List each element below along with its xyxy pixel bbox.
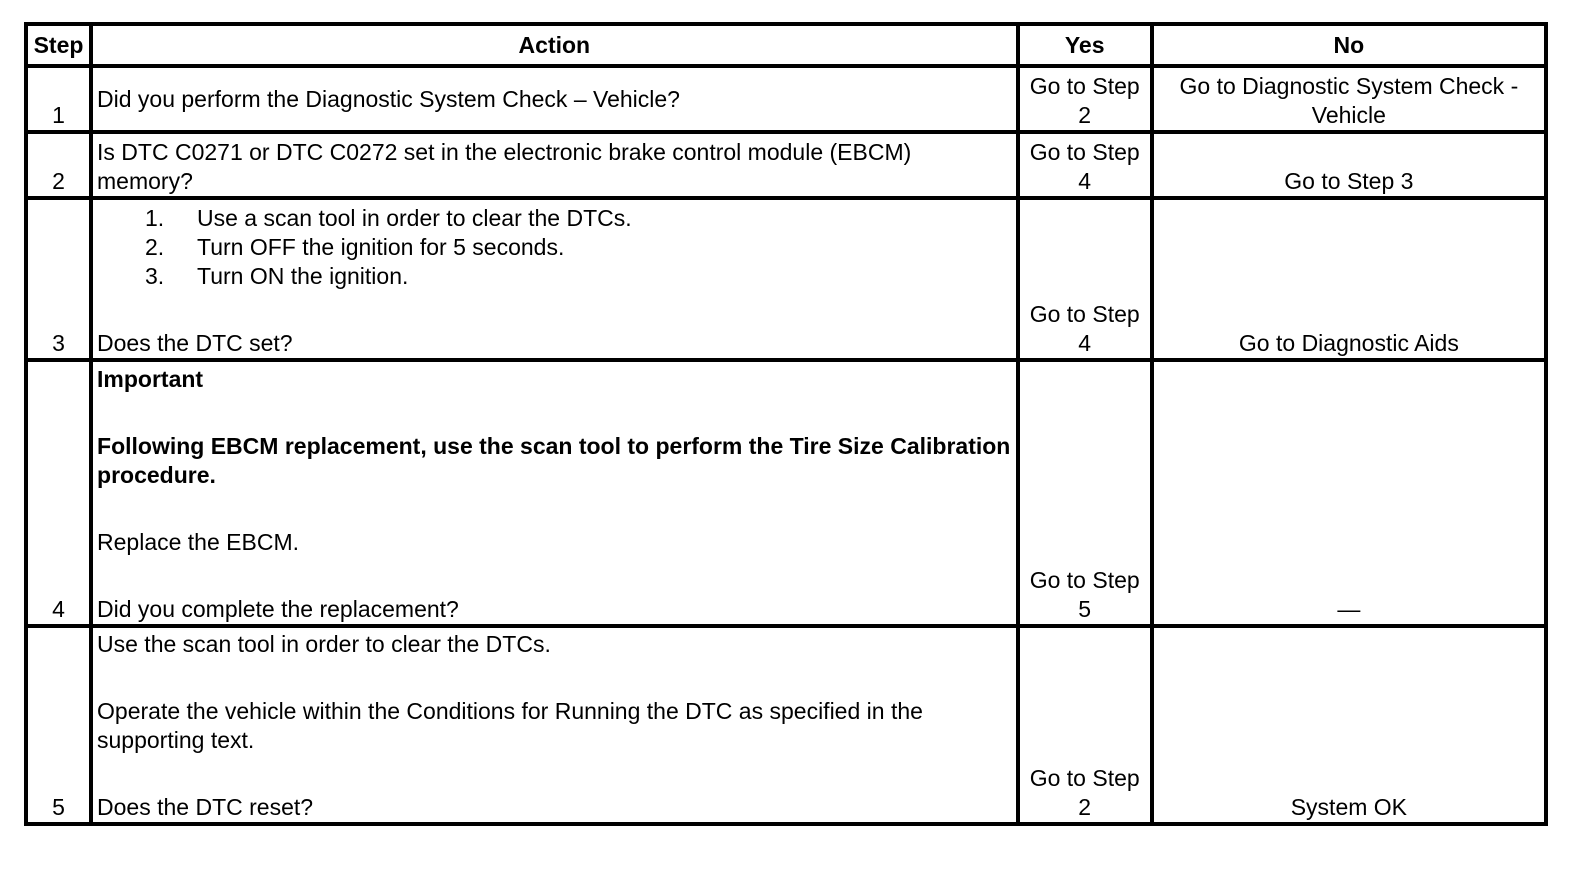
table-row xyxy=(26,66,1546,132)
no-outcome: Go to Diagnostic Aids xyxy=(1152,198,1546,360)
no-outcome: System OK xyxy=(1152,626,1546,824)
yes-outcome: Go to Step 4 xyxy=(1018,132,1152,198)
action-text: Is DTC C0271 or DTC C0272 set in the electronic brake control module (EBCM) memory? xyxy=(91,132,1018,198)
substep-number: 2. xyxy=(145,234,165,260)
yes-outcome: Go to Step 5 xyxy=(1018,360,1152,626)
list-item xyxy=(97,262,1012,291)
header-row xyxy=(26,24,1546,66)
step-number: 3 xyxy=(26,198,91,360)
action-cell xyxy=(91,198,1018,360)
yes-outcome: Go to Step 2 xyxy=(1018,626,1152,824)
substep-list xyxy=(97,204,1012,291)
question-text: Does the DTC set? xyxy=(97,330,293,356)
yes-outcome: Go to Step 4 xyxy=(1018,198,1152,360)
substep-text: Turn OFF the ignition for 5 seconds. xyxy=(197,234,565,260)
substep-text: Turn ON the ignition. xyxy=(197,263,409,289)
important-label: Important xyxy=(97,366,204,392)
table-row xyxy=(26,132,1546,198)
substep-number: 1. xyxy=(145,205,165,231)
table-row xyxy=(26,626,1546,824)
substep-text: Use a scan tool in order to clear the DTCs. xyxy=(197,205,632,231)
table-row xyxy=(26,360,1546,626)
no-outcome: Go to Step 3 xyxy=(1152,132,1546,198)
instruction-text: Operate the vehicle within the Conditions for Running the DTC as specified in the supporting text. xyxy=(97,698,923,753)
step-number: 4 xyxy=(26,360,91,626)
step-number: 1 xyxy=(26,66,91,132)
instruction-text: Replace the EBCM. xyxy=(97,529,299,555)
header-no: No xyxy=(1152,24,1546,66)
list-item xyxy=(97,233,1012,262)
no-outcome: — xyxy=(1152,360,1546,626)
yes-outcome: Go to Step 2 xyxy=(1018,66,1152,132)
important-note: Following EBCM replacement, use the scan tool to perform the Tire Size Calibration procedure. xyxy=(97,433,1011,488)
header-step: Step xyxy=(26,24,91,66)
question-text: Did you complete the replacement? xyxy=(97,596,459,622)
list-item xyxy=(97,204,1012,233)
question-text: Does the DTC reset? xyxy=(97,794,314,820)
no-outcome: Go to Diagnostic System Check - Vehicle xyxy=(1152,66,1546,132)
action-cell xyxy=(91,626,1018,824)
step-number: 2 xyxy=(26,132,91,198)
action-cell xyxy=(91,360,1018,626)
substep-number: 3. xyxy=(145,263,165,289)
header-action: Action xyxy=(91,24,1018,66)
instruction-text: Use the scan tool in order to clear the DTCs. xyxy=(97,631,551,657)
header-yes: Yes xyxy=(1018,24,1152,66)
action-text: Did you perform the Diagnostic System Check – Vehicle? xyxy=(91,66,1018,132)
diagnostic-table xyxy=(24,22,1548,826)
step-number: 5 xyxy=(26,626,91,824)
table-row xyxy=(26,198,1546,360)
